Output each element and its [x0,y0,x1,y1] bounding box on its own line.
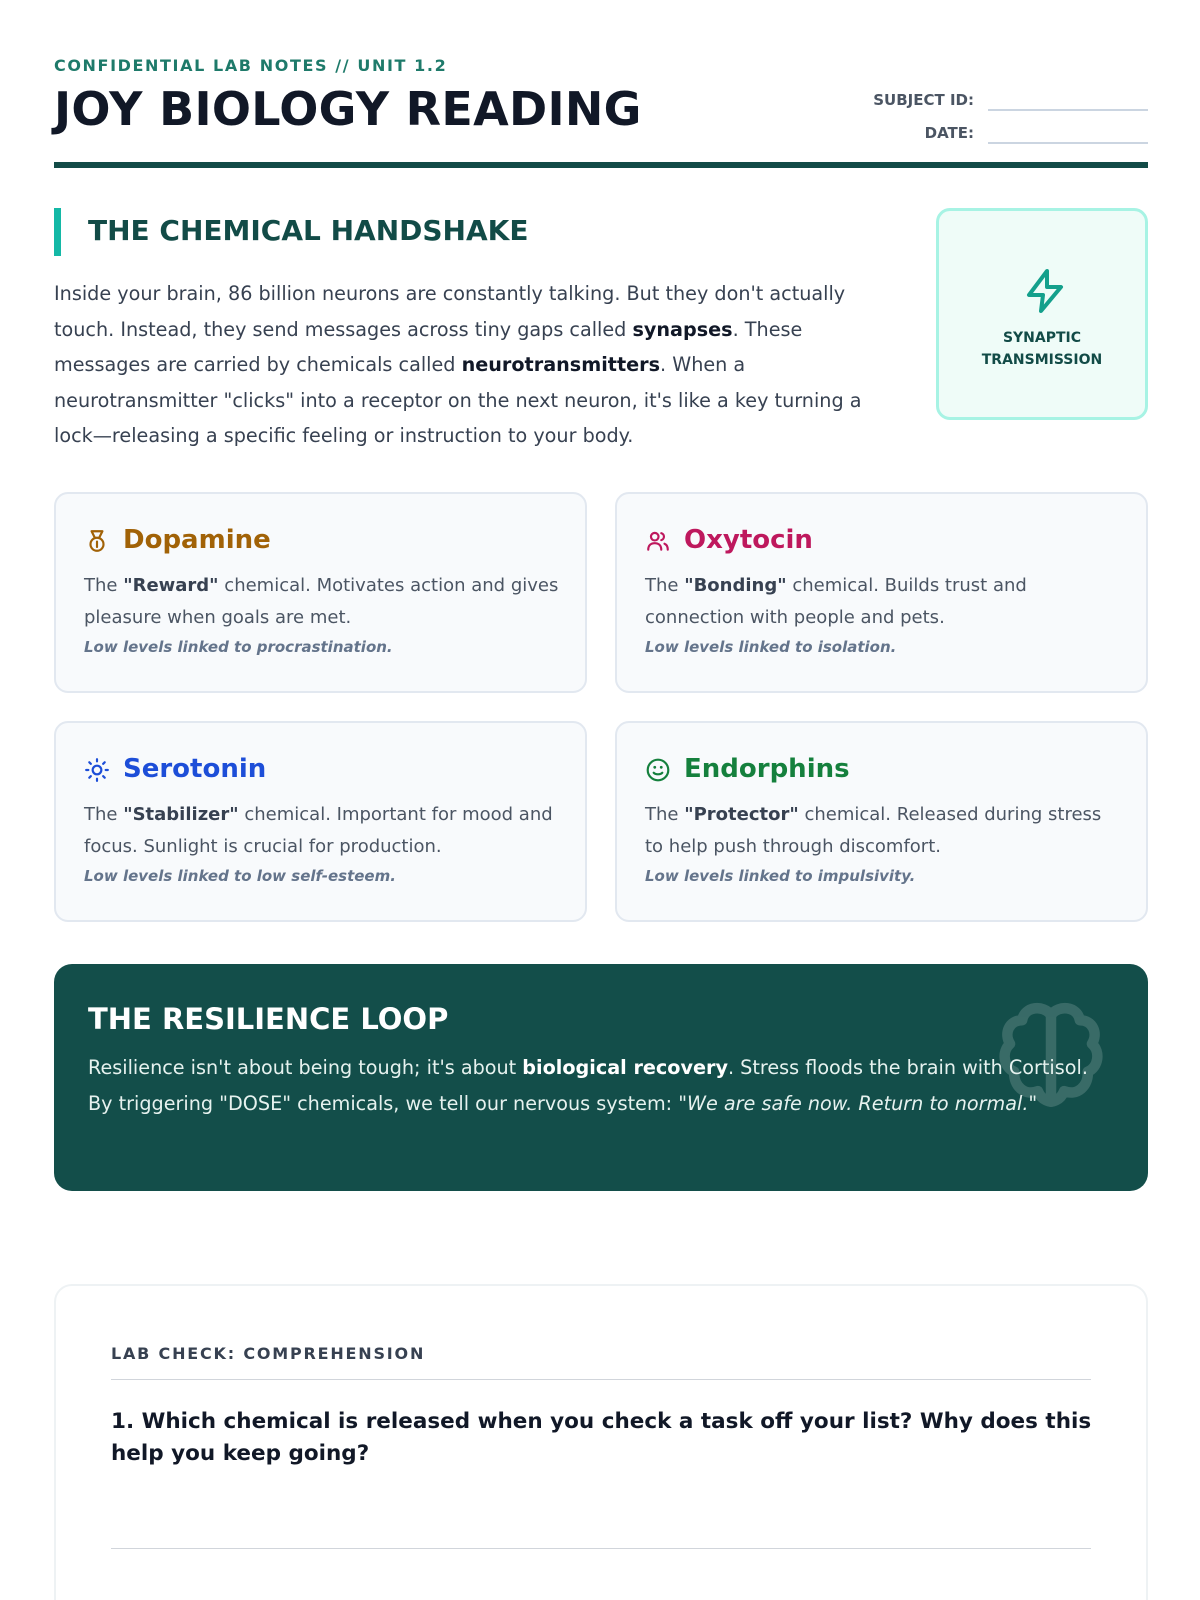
meta-fields [858,78,1148,144]
resilience-loop-text [88,1050,1108,1121]
medal-icon [84,528,110,554]
intro-section [54,208,1148,448]
chemical-description [84,799,564,863]
desc-suffix: chemical. Motivates action and gives pleasure when goals are met. [84,575,559,628]
chemical-description [645,570,1125,634]
subject-id-field[interactable] [988,89,1148,111]
worksheet-page [54,0,1148,1466]
desc-prefix: The [645,804,685,825]
chemical-card-serotonin [54,721,587,922]
lab-check-panel [54,1284,1148,1600]
chemical-role: "Stabilizer" [123,804,239,825]
chemical-note: Low levels linked to isolation. [645,638,897,656]
intro-paragraph [54,276,894,454]
subject-id-row [858,78,1148,111]
chemical-role: "Protector" [684,804,799,825]
desc-prefix: The [84,804,124,825]
smile-icon [645,757,671,783]
synaptic-transmission-label [939,327,1145,371]
chemical-note: Low levels linked to low self-esteem. [84,867,396,885]
people-icon [645,528,671,554]
intro-text-2: . These messages are carried by chemicals called [54,317,803,376]
box-label-line1: SYNAPTIC [1002,330,1082,346]
sun-icon [84,757,110,783]
page-title: JOY BIOLOGY READING [54,82,642,136]
loop-text-1: Resilience isn't about being tough; it's about [88,1056,523,1079]
chemical-role: "Bonding" [684,575,787,596]
intro-text-1: Inside your brain, 86 billion neurons are constantly talking. But they don't actually touch. Instead, they send messages across tiny gaps called [54,282,846,341]
lab-check-divider [111,1379,1091,1380]
chemical-card-endorphins [615,721,1148,922]
desc-prefix: The [84,575,124,596]
lab-check-label: LAB CHECK: COMPREHENSION [111,1344,426,1363]
date-field[interactable] [988,122,1148,144]
chemical-description [645,799,1125,863]
resilience-loop-panel [54,964,1148,1191]
header-divider [54,162,1148,168]
chemical-note: Low levels linked to procrastination. [84,638,393,656]
answer-line[interactable] [111,1548,1091,1549]
lightning-icon [1021,265,1069,317]
intro-text-3: . When a neurotransmitter "clicks" into a receptor on the next neuron, it's like a key turning a lock—releasing a specific feeling or instruction to your body. [54,353,862,447]
desc-prefix: The [645,575,685,596]
chemical-role: "Reward" [123,575,219,596]
box-label-line2: TRANSMISSION [981,352,1103,368]
term-neurotransmitters: neurotransmitters [461,353,661,376]
loop-quote: "We are safe now. Return to normal." [678,1091,1038,1115]
chemical-card-oxytocin [615,492,1148,693]
chemical-card-dopamine [54,492,587,693]
desc-suffix: chemical. Builds trust and connection with people and pets. [645,575,1027,628]
loop-emphasis: biological recovery [522,1056,728,1079]
chemical-name: Endorphins [684,754,850,784]
chemical-name: Serotonin [123,754,267,784]
resilience-loop-title: THE RESILIENCE LOOP [88,1002,449,1036]
loop-text-2: . Stress floods the brain with Cortisol. By triggering "DOSE" chemicals, we tell our nervous system: [88,1056,1088,1115]
chemical-name: Dopamine [123,525,271,555]
desc-suffix: chemical. Released during stress to help push through discomfort. [645,804,1102,857]
desc-suffix: chemical. Important for mood and focus. Sunlight is crucial for production. [84,804,553,857]
date-row [858,111,1148,144]
term-synapses: synapses [632,317,733,341]
section-heading: THE CHEMICAL HANDSHAKE [54,208,528,256]
chemical-description [84,570,564,634]
chemical-name: Oxytocin [684,525,813,555]
chemical-note: Low levels linked to impulsivity. [645,867,916,885]
date-label: DATE: [924,124,974,142]
question-1: 1. Which chemical is released when you check a task off your list? Why does this help you keep going? [111,1409,1092,1466]
subject-id-label: SUBJECT ID: [873,91,974,109]
header-kicker: CONFIDENTIAL LAB NOTES // UNIT 1.2 [54,56,448,75]
header [54,0,1148,170]
synaptic-transmission-box [936,208,1148,420]
